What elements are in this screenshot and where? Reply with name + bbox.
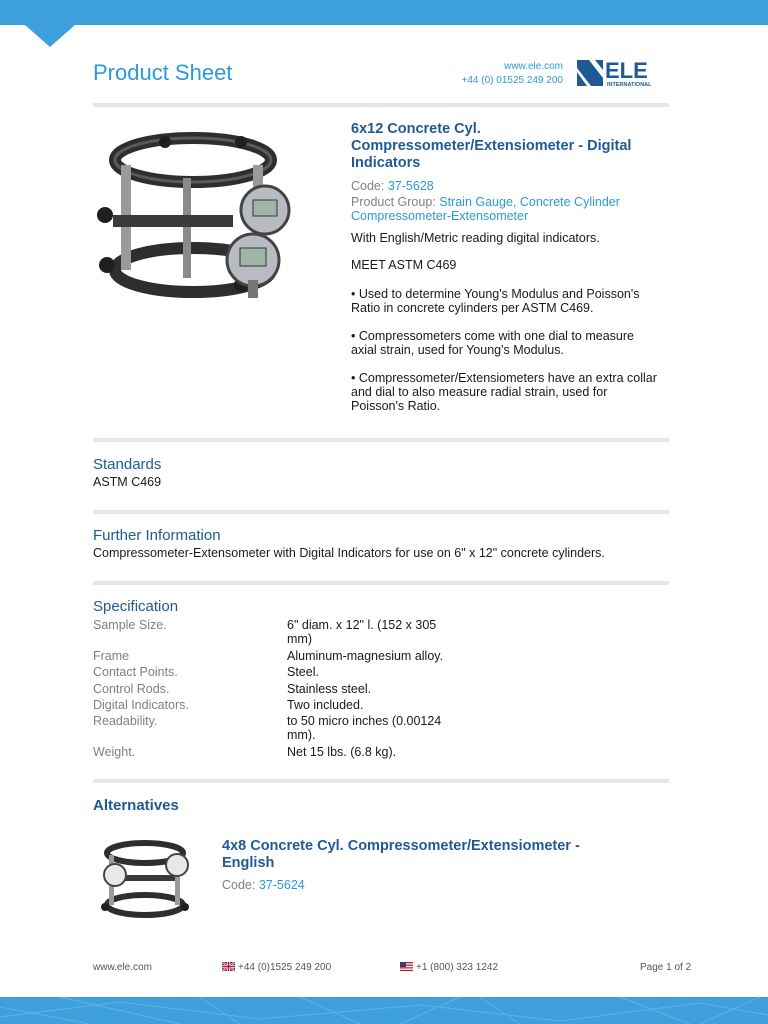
uk-flag-icon [222,962,235,971]
ele-logo-mark-icon [577,58,673,88]
standards-heading: Standards [93,456,162,473]
product-title: 6x12 Concrete Cyl. Compressometer/Extensiometer - Digital Indicators [351,121,632,171]
spec-label: Sample Size. [93,618,167,632]
footer-us-phone [400,962,498,973]
alternative-code-link[interactable]: 37-5624 [258,878,305,892]
product-code [351,179,651,193]
divider [93,510,669,514]
spec-label: Weight. [93,745,136,759]
bottom-banner [0,997,768,1024]
spec-value: 6" diam. x 12" l. (152 x 305 mm) [287,618,437,646]
spec-value: Net 15 lbs. (6.8 kg). [287,745,397,759]
specification-heading: Specification [93,598,179,615]
footer-uk-phone [222,962,331,973]
spec-value: Two included. [287,698,364,712]
header-contact [462,60,563,88]
product-group [351,195,651,223]
page-title: Product Sheet [93,60,233,85]
alternatives-heading: Alternatives [93,797,179,814]
spec-label: Readability. [93,714,158,728]
spec-label: Contact Points. [93,665,178,679]
product-image [93,120,303,310]
product-group-link[interactable]: Strain Gauge, Concrete Cylinder Compressometer-Extensometer [351,195,620,223]
us-flag-icon [400,962,413,971]
product-code-label: Code: [351,179,385,193]
alternative-product-title[interactable]: 4x8 Concrete Cyl. Compressometer/Extensiometer - English [222,838,580,871]
divider [93,103,669,107]
product-description-bullet: • Compressometer/Extensiometers have an extra collar and dial to also measure radial strain, used for Poisson's Ratio. [351,371,657,413]
alternative-product-image[interactable] [93,835,197,921]
divider [93,779,669,783]
ele-logo[interactable] [577,58,673,88]
spec-label: Control Rods. [93,682,170,696]
logo-subtext: INTERNATIONAL [607,82,652,88]
product-description-line: MEET ASTM C469 [351,258,457,272]
product-description-bullet: • Used to determine Young's Modulus and Poisson's Ratio in concrete cylinders per ASTM C469. [351,287,640,315]
top-banner [0,0,768,25]
footer-uk-phone-text: +44 (0)1525 249 200 [238,962,332,973]
top-banner-notch [25,25,75,47]
alternative-product-code [222,878,305,892]
spec-label: Digital Indicators. [93,698,189,712]
spec-value: Aluminum-magnesium alloy. [287,649,444,663]
spec-label: Frame [93,649,130,663]
header-phone: +44 (0) 01525 249 200 [461,75,563,86]
further-info-heading: Further Information [93,527,221,544]
page-number: Page 1 of 2 [640,962,692,973]
header-website-link[interactable]: www.ele.com [504,61,563,72]
footer-website[interactable]: www.ele.com [93,962,152,973]
product-group-label: Product Group: [351,195,436,209]
spec-value: Steel. [287,665,319,679]
further-info-text: Compressometer-Extensometer with Digital Indicators for use on 6" x 12" concrete cylinders. [93,546,605,560]
footer-us-phone-text: +1 (800) 323 1242 [416,962,499,973]
product-code-link[interactable]: 37-5628 [387,179,434,193]
divider [93,581,669,585]
divider [93,438,669,442]
logo-text: ELE [605,58,648,83]
product-description-bullet: • Compressometers come with one dial to measure axial strain, used for Young's Modulus. [351,329,634,357]
product-description-line: With English/Metric reading digital indicators. [351,231,600,245]
standards-text: ASTM C469 [93,475,162,489]
spec-value: Stainless steel. [287,682,372,696]
spec-value: to 50 micro inches (0.00124 mm). [287,714,442,742]
alternative-code-label: Code: [222,878,256,892]
